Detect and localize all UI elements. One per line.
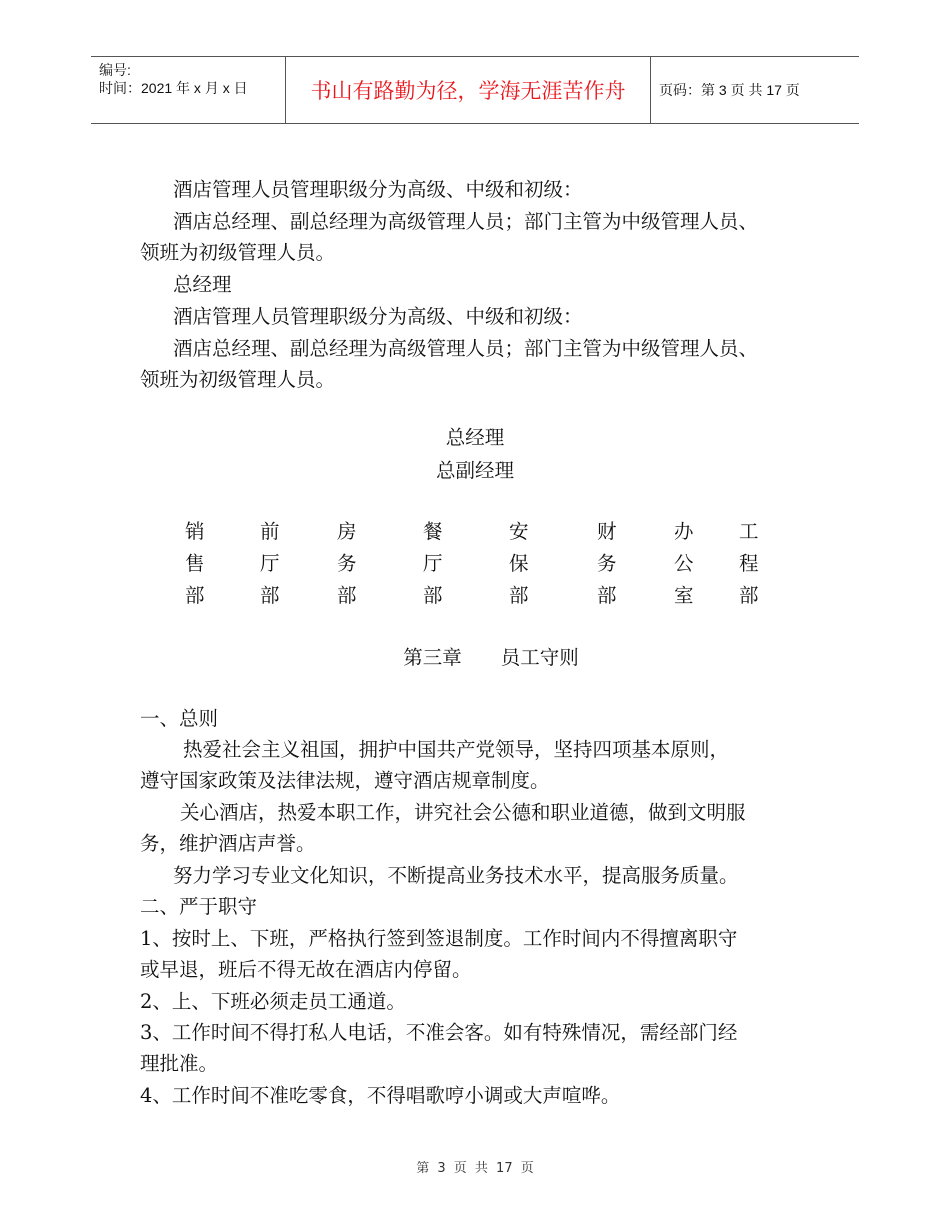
paragraph: 酒店管理人员管理职级分为高级、中级和初级：: [173, 305, 583, 328]
paragraph: 热爱社会主义祖国，拥护中国共产党领导，坚持四项基本原则，: [183, 738, 730, 761]
department-char: 售: [185, 552, 205, 575]
number-label: 编号:: [99, 62, 131, 78]
department-char: 公: [674, 552, 694, 575]
department-char: 财: [597, 520, 617, 543]
rule: 或早退，班后不得无故在酒店内停留。: [140, 958, 472, 981]
header-motto: 书山有路勤为径，学海无涯苦作舟: [286, 57, 651, 123]
rule: 2、上、下班必须走员工通道。: [140, 990, 406, 1013]
rule: 理批准。: [140, 1052, 219, 1075]
chapter-title: 第三章 员工守则: [403, 646, 579, 669]
department-char: 务: [597, 552, 617, 575]
department-char: 部: [185, 584, 205, 607]
department-char: 厅: [260, 552, 280, 575]
paragraph: 务，维护酒店声誉。: [140, 832, 316, 855]
department-char: 前: [260, 520, 280, 543]
department-char: 办: [674, 520, 694, 543]
rule: 1、按时上、下班，严格执行签到签退制度。工作时间内不得擅离职守: [140, 927, 738, 950]
org-second: 总副经理: [435, 459, 514, 482]
paragraph: 酒店总经理、副总经理为高级管理人员；部门主管为中级管理人员、: [173, 210, 759, 233]
org-top: 总经理: [445, 426, 505, 449]
department-char: 安: [509, 520, 529, 543]
department-char: 部: [509, 584, 529, 607]
department-char: 部: [739, 584, 759, 607]
department-char: 务: [337, 552, 357, 575]
paragraph: 领班为初级管理人员。: [140, 241, 336, 264]
department-char: 房: [337, 520, 357, 543]
paragraph: 努力学习专业文化知识，不断提高业务技术水平，提高服务质量。: [173, 864, 739, 887]
department-char: 部: [337, 584, 357, 607]
paragraph: 领班为初级管理人员。: [140, 368, 336, 391]
department-char: 部: [597, 584, 617, 607]
department-char: 程: [739, 552, 759, 575]
department-char: 销: [185, 520, 205, 543]
paragraph: 遵守国家政策及法律法规，遵守酒店规章制度。: [140, 769, 550, 792]
header-page-info: 页码：第 3 页 共 17 页: [659, 82, 800, 98]
time-label: 时间：2021 年 x 月 x 日: [99, 80, 248, 96]
page-footer: 第 3 页 共 17 页: [416, 1161, 534, 1176]
department-char: 室: [674, 584, 694, 607]
paragraph: 酒店总经理、副总经理为高级管理人员；部门主管为中级管理人员、: [173, 337, 759, 360]
paragraph: 关心酒店，热爱本职工作，讲究社会公德和职业道德，做到文明服: [180, 801, 746, 824]
section-heading: 一、总则: [140, 707, 219, 730]
department-char: 部: [423, 584, 443, 607]
department-char: 餐: [423, 520, 443, 543]
page-header: [91, 56, 859, 124]
department-char: 部: [260, 584, 280, 607]
department-char: 保: [509, 552, 529, 575]
department-char: 厅: [423, 552, 443, 575]
department-char: 工: [739, 520, 759, 543]
section-heading: 二、严于职守: [140, 895, 258, 918]
paragraph: 酒店管理人员管理职级分为高级、中级和初级：: [173, 178, 583, 201]
header-meta: [91, 57, 286, 123]
paragraph: 总经理: [173, 273, 232, 296]
rule: 3、工作时间不得打私人电话，不准会客。如有特殊情况，需经部门经: [140, 1021, 738, 1044]
rule: 4、工作时间不准吃零食，不得唱歌哼小调或大声喧哗。: [140, 1084, 621, 1107]
